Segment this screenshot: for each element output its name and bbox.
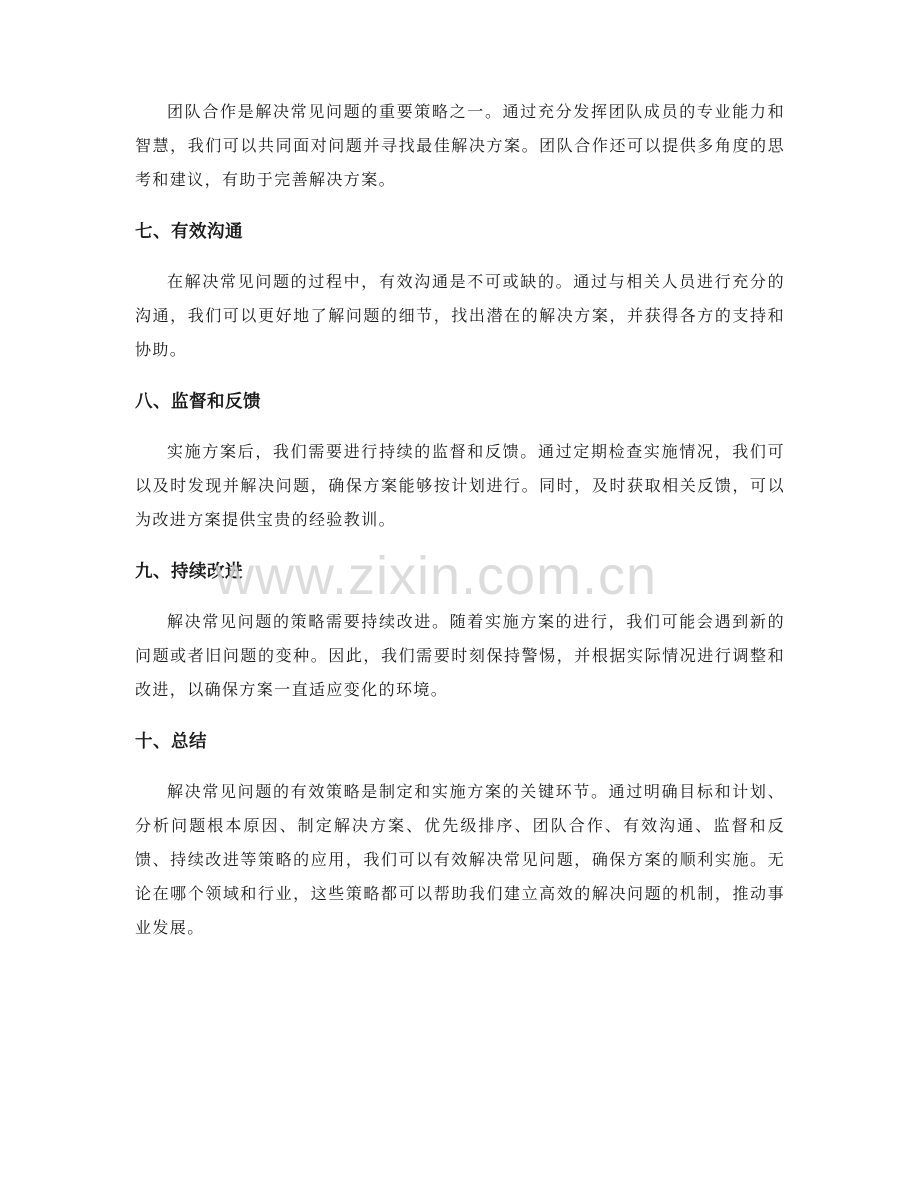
intro-paragraph: 团队合作是解决常见问题的重要策略之一。通过充分发挥团队成员的专业能力和智慧，我们可以共同面对问题并寻找最佳解决方案。团队合作还可以提供多角度的思考和建议，有助于完善解决方案。 (135, 102, 785, 189)
section-paragraph-improvement: 解决常见问题的策略需要持续改进。随着实施方案的进行，我们可能会遇到新的问题或者旧问题的变种。因此，我们需要时刻保持警惕，并根据实际情况进行调整和改进，以确保方案一直适应变化的环境。 (135, 612, 785, 699)
section-paragraph-summary: 解决常见问题的有效策略是制定和实施方案的关键环节。通过明确目标和计划、分析问题根本原因、制定解决方案、优先级排序、团队合作、有效沟通、监督和反馈、持续改进等策略的应用，我们可以有效解决常见问题，确保方案的顺利实施。无论在哪个领域和行业，这些策略都可以帮助我们建立高效的解决问题的机制，推动事业发展。 (135, 782, 785, 937)
document-page (135, 95, 785, 945)
section-heading-improvement: 九、持续改进 (135, 562, 243, 582)
watermark: www.zixin.com.cn (215, 546, 658, 606)
section-paragraph-communication: 在解决常见问题的过程中，有效沟通是不可或缺的。通过与相关人员进行充分的沟通，我们可以更好地了解问题的细节，找出潜在的解决方案，并获得各方的支持和协助。 (135, 272, 785, 359)
section-heading-communication: 七、有效沟通 (135, 222, 243, 242)
section-heading-supervision: 八、监督和反馈 (135, 392, 261, 412)
section-heading-summary: 十、总结 (135, 732, 207, 752)
section-paragraph-supervision: 实施方案后，我们需要进行持续的监督和反馈。通过定期检查实施情况，我们可以及时发现并解决问题，确保方案能够按计划进行。同时，及时获取相关反馈，可以为改进方案提供宝贵的经验教训。 (135, 442, 785, 529)
